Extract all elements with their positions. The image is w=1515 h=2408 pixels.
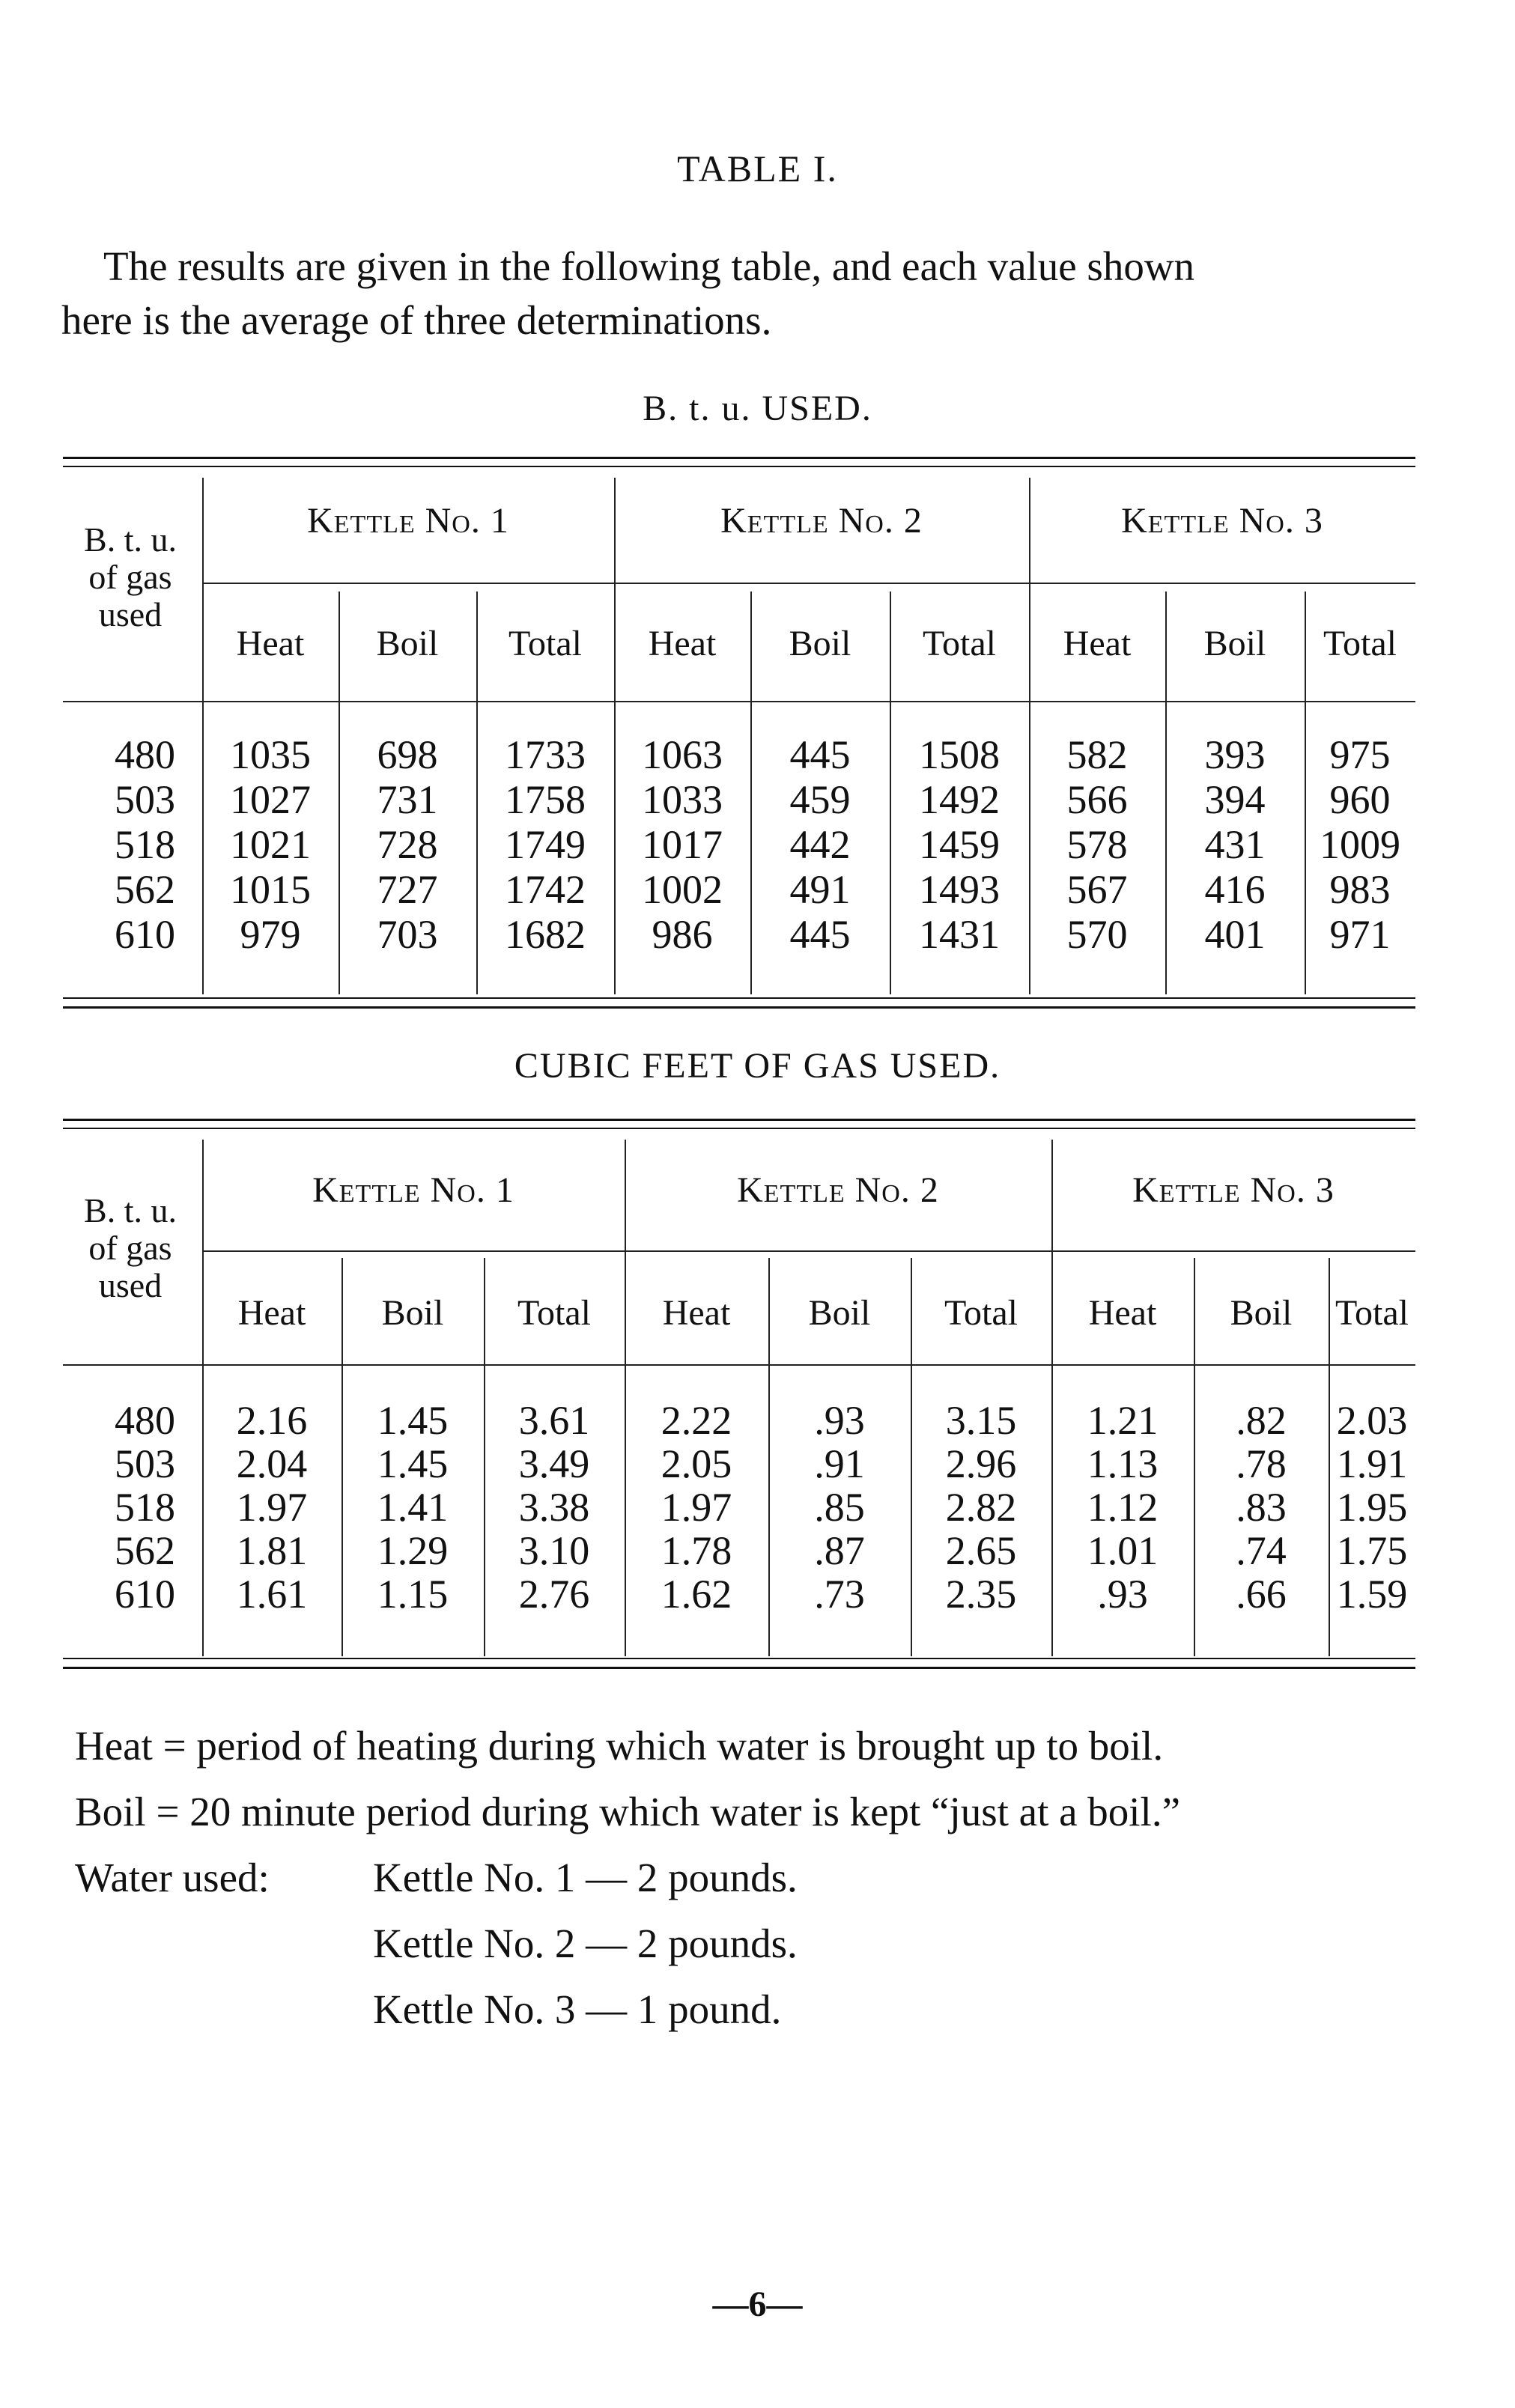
table-2-caption: CUBIC FEET OF GAS USED. bbox=[514, 1046, 1001, 1086]
table-cell: .93 bbox=[814, 1398, 865, 1443]
table-cell: 2.65 bbox=[945, 1528, 1017, 1573]
table-cubic-feet-used bbox=[63, 1119, 1415, 1673]
note-heat: Heat = period of heating during which water is brought up to boil. bbox=[75, 1723, 1164, 1769]
row-header: B. t. u. of gas used bbox=[84, 520, 177, 633]
column-header: Heat bbox=[662, 1293, 731, 1333]
table-cell: 1.45 bbox=[377, 1398, 449, 1443]
column-header: Heat bbox=[648, 624, 717, 663]
table-cell: 971 bbox=[1329, 912, 1391, 957]
intro-paragraph bbox=[61, 240, 1439, 347]
table-cell: 2.22 bbox=[661, 1398, 732, 1443]
row-header: B. t. u. of gas used bbox=[84, 1191, 177, 1304]
column-header: Total bbox=[517, 1293, 591, 1333]
page-number: —6— bbox=[712, 2284, 803, 2324]
table-2-kettle-1-heading: Kettle No. 1 bbox=[312, 1170, 514, 1210]
table-cell: 567 bbox=[1066, 867, 1128, 912]
kettle-2-heat-column bbox=[625, 1399, 768, 1616]
table-cell: 610 bbox=[115, 912, 175, 957]
table-cell: 1.45 bbox=[377, 1441, 449, 1486]
kettle-1-heat-column bbox=[202, 1399, 341, 1616]
column-header: Total bbox=[1323, 624, 1397, 663]
column-header: Total bbox=[944, 1293, 1018, 1333]
column-header: Boil bbox=[1203, 624, 1266, 663]
table-cell: 3.49 bbox=[518, 1441, 590, 1486]
table-cell: 1.12 bbox=[1087, 1485, 1159, 1530]
table-cell: 442 bbox=[789, 822, 851, 867]
table-cell: 394 bbox=[1204, 777, 1266, 822]
table-cell: 562 bbox=[115, 1528, 175, 1573]
table-1-caption: B. t. u. USED. bbox=[643, 389, 872, 428]
table-cell: 1758 bbox=[505, 777, 586, 822]
column-header: Boil bbox=[376, 624, 439, 663]
table-cell: 727 bbox=[377, 867, 438, 912]
water-kettle-2: Kettle No. 2 — 2 pounds. bbox=[373, 1921, 798, 1966]
table-cell: 1.91 bbox=[1336, 1441, 1408, 1486]
table-cell: 1002 bbox=[642, 867, 723, 912]
table-cell: 416 bbox=[1204, 867, 1266, 912]
kettle-3-heat-column bbox=[1051, 1399, 1194, 1616]
table-cell: 975 bbox=[1329, 732, 1391, 777]
table-cell: 610 bbox=[115, 1572, 175, 1617]
table-cell: 401 bbox=[1204, 912, 1266, 957]
table-cell: 2.96 bbox=[945, 1441, 1017, 1486]
table-cell: 1015 bbox=[230, 867, 311, 912]
table-cell: 3.15 bbox=[945, 1398, 1017, 1443]
table-cell: 703 bbox=[377, 912, 438, 957]
table-cell: 491 bbox=[789, 867, 851, 912]
table-cell: 1733 bbox=[505, 732, 586, 777]
table-cell: .85 bbox=[814, 1485, 865, 1530]
table-cell: 2.04 bbox=[236, 1441, 308, 1486]
table-cell: 3.10 bbox=[518, 1528, 590, 1573]
table-cell: 1749 bbox=[505, 822, 586, 867]
table-cell: 1.13 bbox=[1087, 1441, 1159, 1486]
table-cell: .93 bbox=[1097, 1572, 1148, 1617]
table-cell: 562 bbox=[115, 867, 175, 912]
column-header: Total bbox=[923, 624, 996, 663]
water-used-label: Water used: bbox=[75, 1855, 270, 1900]
table-cell: 582 bbox=[1066, 732, 1128, 777]
table-cell: 480 bbox=[115, 732, 175, 777]
table-cell: 1.95 bbox=[1336, 1485, 1408, 1530]
table-cell: 1.01 bbox=[1087, 1528, 1159, 1573]
column-header: Total bbox=[508, 624, 582, 663]
table-cell: 1033 bbox=[642, 777, 723, 822]
table-cell: 1.59 bbox=[1336, 1572, 1408, 1617]
kettle-2-total-column bbox=[890, 732, 1029, 957]
table-cell: .74 bbox=[1236, 1528, 1287, 1573]
table-cell: 1035 bbox=[230, 732, 311, 777]
table-cell: 2.05 bbox=[661, 1441, 732, 1486]
table-cell: 1.78 bbox=[661, 1528, 732, 1573]
table-cell: 480 bbox=[115, 1398, 175, 1443]
table-cell: 1.21 bbox=[1087, 1398, 1159, 1443]
intro-line-2: here is the average of three determinations. bbox=[61, 297, 772, 343]
table-cell: 1063 bbox=[642, 732, 723, 777]
table-cell: 1492 bbox=[919, 777, 1000, 822]
table-1-kettle-3-heading: Kettle No. 3 bbox=[1121, 501, 1323, 541]
table-cell: 518 bbox=[115, 1485, 175, 1530]
table-cell: 2.76 bbox=[518, 1572, 590, 1617]
table-cell: 431 bbox=[1204, 822, 1266, 867]
column-header: Total bbox=[1335, 1293, 1409, 1333]
column-header: Heat bbox=[1088, 1293, 1157, 1333]
kettle-1-boil-column bbox=[338, 732, 476, 957]
table-cell: 960 bbox=[1329, 777, 1391, 822]
table-cell: 2.03 bbox=[1336, 1398, 1408, 1443]
table-cell: 570 bbox=[1066, 912, 1128, 957]
table-notes bbox=[75, 1713, 1453, 2043]
kettle-2-boil-column bbox=[768, 1399, 911, 1616]
table-cell: 503 bbox=[115, 777, 175, 822]
table-cell: .82 bbox=[1236, 1398, 1287, 1443]
column-header: Boil bbox=[789, 624, 851, 663]
table-cell: .91 bbox=[814, 1441, 865, 1486]
note-boil: Boil = 20 minute period during which water is kept “just at a boil.” bbox=[75, 1789, 1181, 1834]
kettle-3-total-column bbox=[1305, 732, 1415, 957]
table-cell: .78 bbox=[1236, 1441, 1287, 1486]
table-cell: 445 bbox=[789, 912, 851, 957]
table-cell: 3.61 bbox=[518, 1398, 590, 1443]
table-cell: .83 bbox=[1236, 1485, 1287, 1530]
table-btu-used bbox=[63, 457, 1415, 1011]
table-cell: 1508 bbox=[919, 732, 1000, 777]
table-2-kettle-2-heading: Kettle No. 2 bbox=[737, 1170, 939, 1210]
table-cell: 578 bbox=[1066, 822, 1128, 867]
kettle-3-boil-column bbox=[1194, 1399, 1329, 1616]
table-cell: 1431 bbox=[919, 912, 1000, 957]
table-cell: 459 bbox=[789, 777, 851, 822]
table-cell: 979 bbox=[240, 912, 301, 957]
kettle-3-total-column bbox=[1329, 1399, 1415, 1616]
column-header: Boil bbox=[1230, 1293, 1293, 1333]
kettle-3-heat-column bbox=[1029, 732, 1165, 957]
table-cell: 2.16 bbox=[236, 1398, 308, 1443]
btu-column bbox=[63, 732, 175, 957]
table-cell: 445 bbox=[789, 732, 851, 777]
table-cell: 1.97 bbox=[661, 1485, 732, 1530]
kettle-1-total-column bbox=[484, 1399, 625, 1616]
table-cell: 731 bbox=[377, 777, 438, 822]
table-cell: 1682 bbox=[505, 912, 586, 957]
column-header: Heat bbox=[236, 624, 305, 663]
table-cell: .73 bbox=[814, 1572, 865, 1617]
water-kettle-3: Kettle No. 3 — 1 pound. bbox=[373, 1986, 782, 2032]
table-cell: .66 bbox=[1236, 1572, 1287, 1617]
table-cell: 1.61 bbox=[236, 1572, 308, 1617]
table-cell: 393 bbox=[1204, 732, 1266, 777]
kettle-2-total-column bbox=[911, 1399, 1051, 1616]
table-cell: 698 bbox=[377, 732, 438, 777]
table-cell: 1027 bbox=[230, 777, 311, 822]
page-title: TABLE I. bbox=[677, 148, 838, 189]
column-header: Heat bbox=[237, 1293, 306, 1333]
column-header: Boil bbox=[381, 1293, 444, 1333]
kettle-1-boil-column bbox=[341, 1399, 484, 1616]
kettle-3-boil-column bbox=[1165, 732, 1305, 957]
intro-line-1: The results are given in the following table, and each value shown bbox=[103, 243, 1195, 289]
table-cell: 1017 bbox=[642, 822, 723, 867]
table-cell: 1.97 bbox=[236, 1485, 308, 1530]
table-cell: 1.75 bbox=[1336, 1528, 1408, 1573]
table-cell: 2.82 bbox=[945, 1485, 1017, 1530]
water-kettle-1: Kettle No. 1 — 2 pounds. bbox=[373, 1855, 798, 1900]
table-1-kettle-1-heading: Kettle No. 1 bbox=[307, 501, 509, 541]
table-cell: 1.29 bbox=[377, 1528, 449, 1573]
table-cell: 1493 bbox=[919, 867, 1000, 912]
table-cell: 1.41 bbox=[377, 1485, 449, 1530]
table-cell: 1.81 bbox=[236, 1528, 308, 1573]
table-cell: 3.38 bbox=[518, 1485, 590, 1530]
table-cell: 986 bbox=[652, 912, 713, 957]
table-cell: 518 bbox=[115, 822, 175, 867]
column-header: Heat bbox=[1063, 624, 1132, 663]
btu-column bbox=[63, 1399, 175, 1616]
table-cell: 1.62 bbox=[661, 1572, 732, 1617]
table-2-kettle-3-heading: Kettle No. 3 bbox=[1132, 1170, 1335, 1210]
table-cell: 503 bbox=[115, 1441, 175, 1486]
table-cell: 566 bbox=[1066, 777, 1128, 822]
column-header: Boil bbox=[808, 1293, 871, 1333]
table-cell: .87 bbox=[814, 1528, 865, 1573]
kettle-2-boil-column bbox=[750, 732, 890, 957]
table-cell: 1009 bbox=[1320, 822, 1400, 867]
table-cell: 2.35 bbox=[945, 1572, 1017, 1617]
table-cell: 1459 bbox=[919, 822, 1000, 867]
table-cell: 1.15 bbox=[377, 1572, 449, 1617]
note-water bbox=[75, 1845, 1453, 1911]
table-1-kettle-2-heading: Kettle No. 2 bbox=[720, 501, 923, 541]
table-cell: 983 bbox=[1329, 867, 1391, 912]
table-cell: 1742 bbox=[505, 867, 586, 912]
kettle-1-total-column bbox=[476, 732, 614, 957]
table-cell: 728 bbox=[377, 822, 438, 867]
kettle-1-heat-column bbox=[202, 732, 338, 957]
kettle-2-heat-column bbox=[614, 732, 750, 957]
table-cell: 1021 bbox=[230, 822, 311, 867]
